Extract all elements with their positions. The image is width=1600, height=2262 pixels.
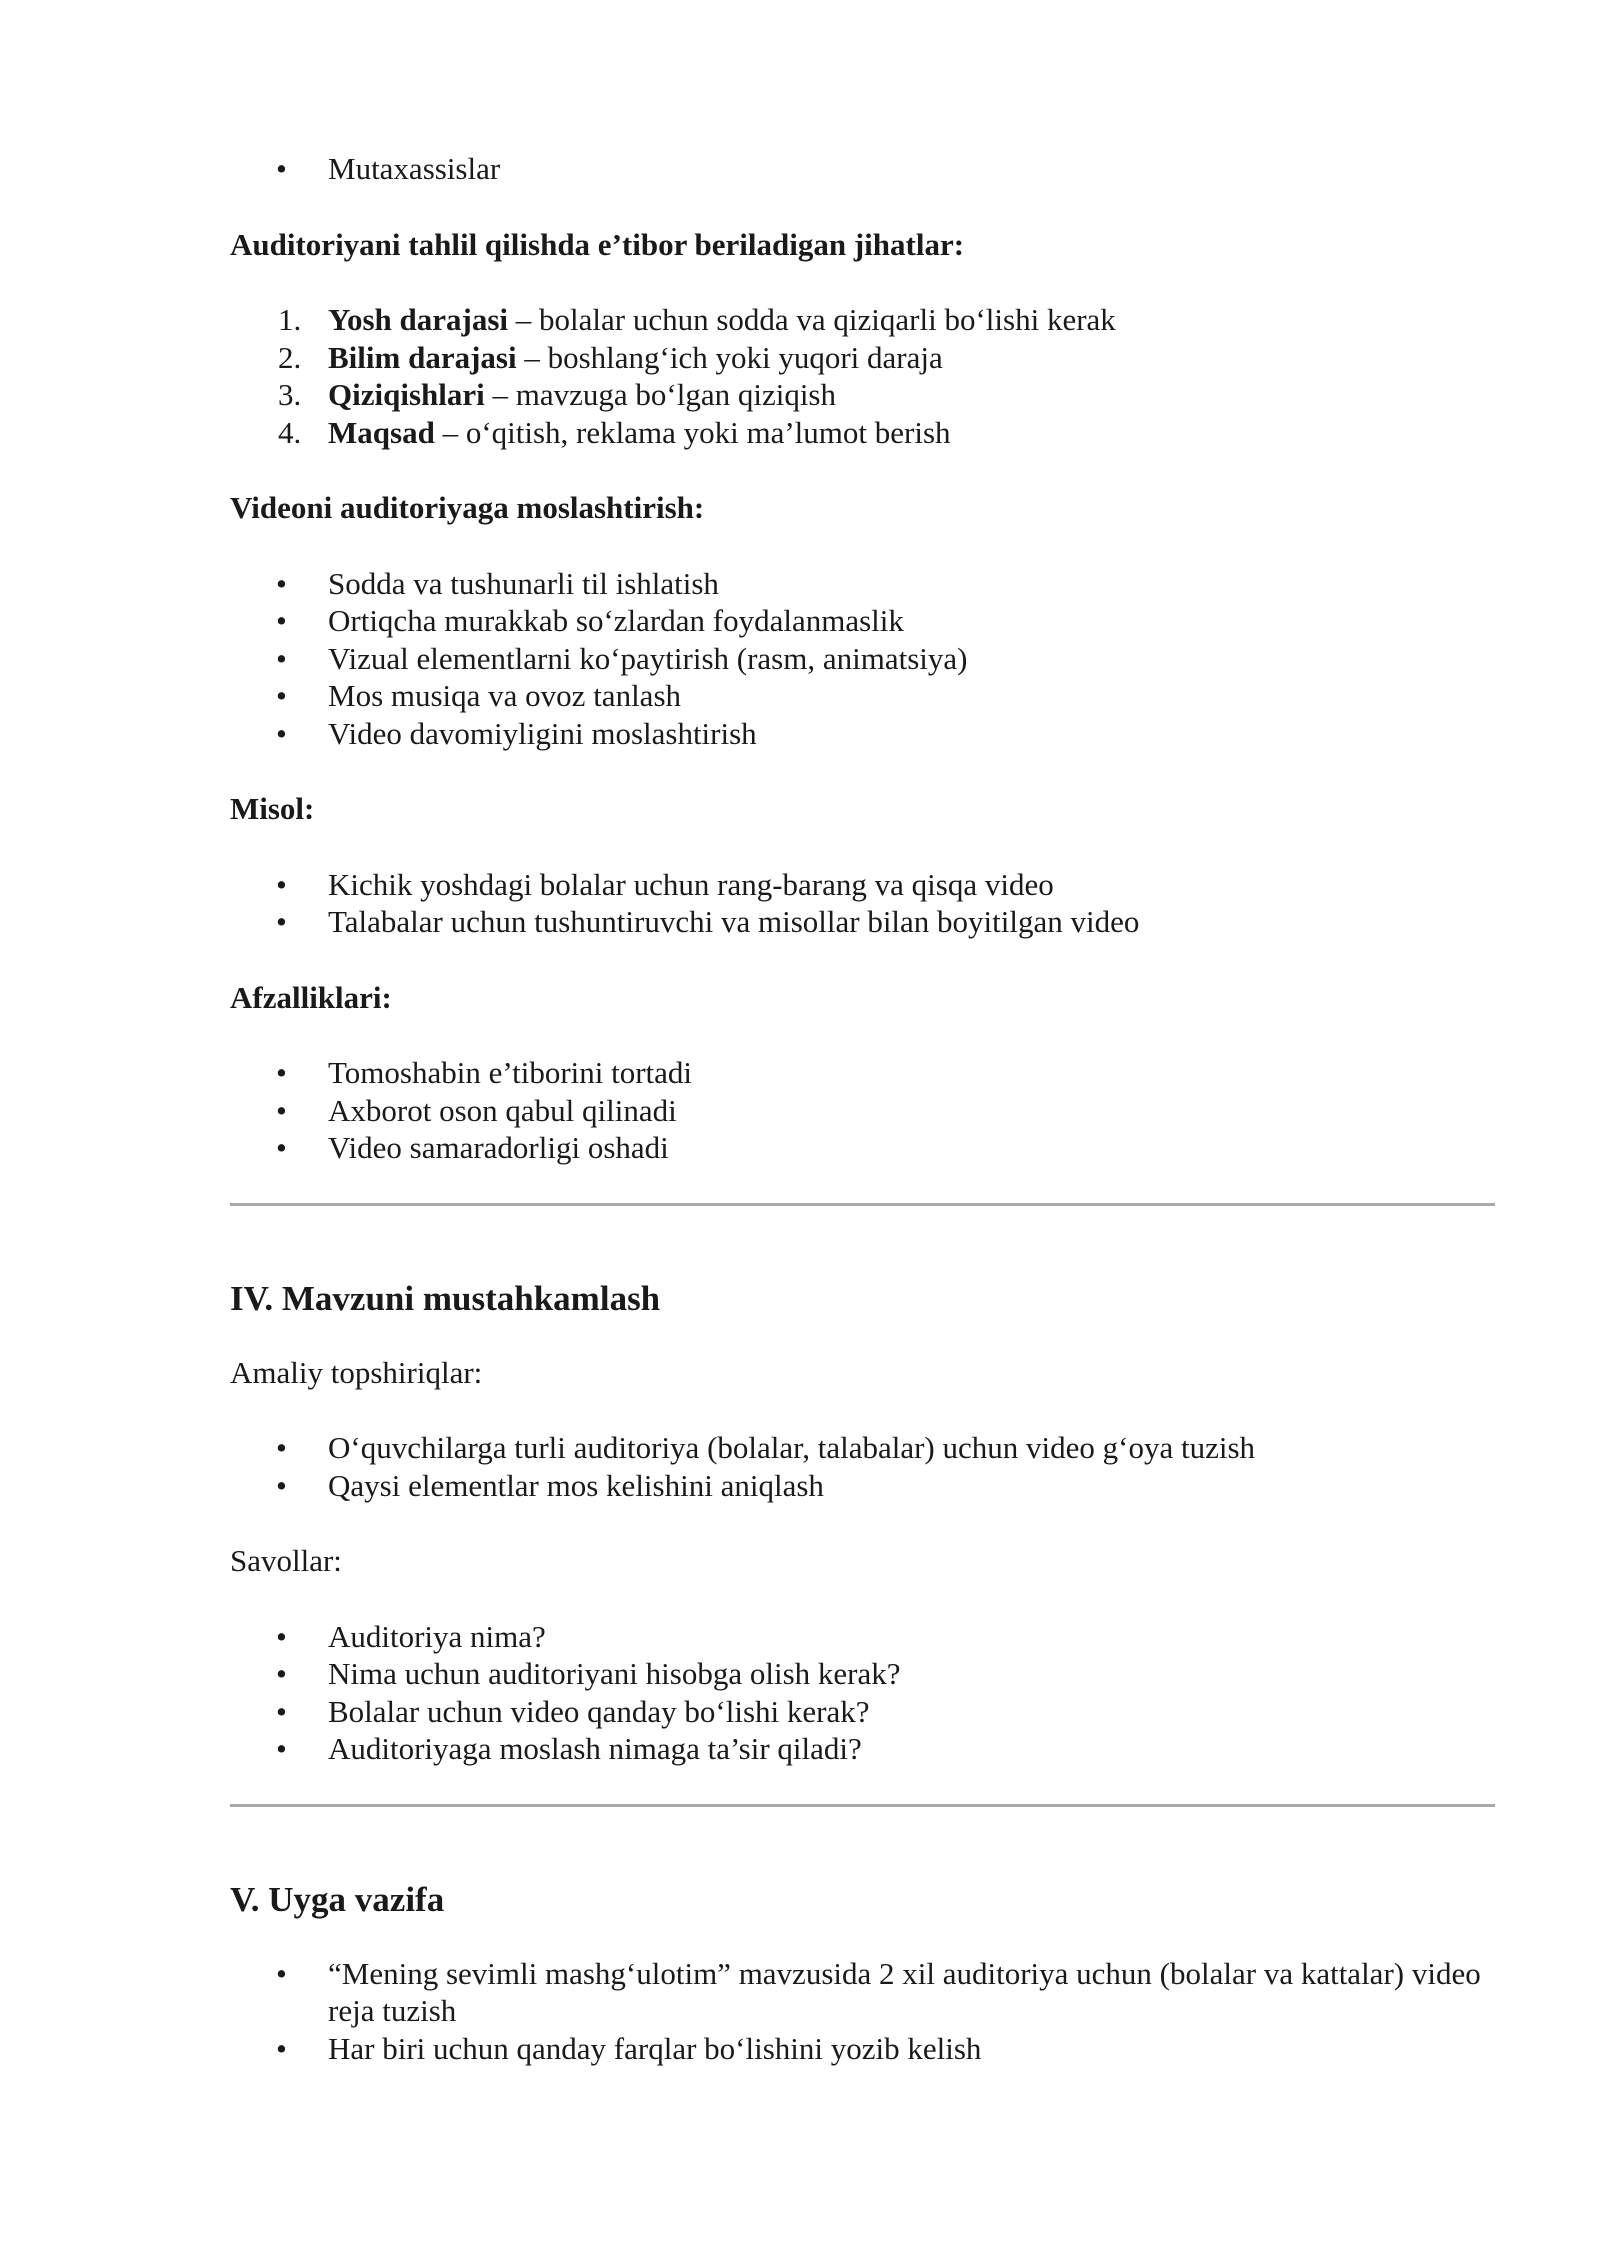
section-title-homework: V. Uyga vazifa xyxy=(230,1879,445,1919)
list-item: • Qaysi elementlar mos kelishini aniqlash xyxy=(230,1467,1495,1505)
list-item: • Sodda va tushunarli til ishlatish xyxy=(230,565,1495,603)
list-item: • Mos musiqa va ovoz tanlash xyxy=(230,677,1495,715)
bullet-list-homework xyxy=(230,1955,1495,2068)
bullet-list-adapting xyxy=(230,565,1495,753)
bullet-list-examples xyxy=(230,866,1495,941)
section-heading-adapting-video: Videoni auditoriyaga moslashtirish: xyxy=(230,490,705,525)
section-heading-example: Misol: xyxy=(230,791,315,826)
list-item: 1. Yosh darajasi – bolalar uchun sodda va qiziqarli bo‘lishi kerak xyxy=(278,302,1116,337)
bullet-list-questions xyxy=(230,1618,1495,1768)
list-item: • Mutaxassislar xyxy=(230,150,1495,188)
list-item: • “Mening sevimli mashg‘ulotim” mavzusida 2 xil auditoriya uchun (bolalar va kattalar) video reja tuzish xyxy=(230,1955,1495,2030)
list-item: • Kichik yoshdagi bolalar uchun rang-barang va qisqa video xyxy=(230,866,1495,904)
label-questions: Savollar: xyxy=(230,1543,342,1578)
list-item: • Video samaradorligi oshadi xyxy=(230,1129,1495,1167)
list-item: 2. Bilim darajasi – boshlang‘ich yoki yuqori daraja xyxy=(278,339,943,375)
numbered-list-aspects xyxy=(230,301,1495,451)
section-title-reinforcement: IV. Mavzuni mustahkamlash xyxy=(230,1278,661,1318)
list-item: • Talabalar uchun tushuntiruvchi va misollar bilan boyitilgan video xyxy=(230,903,1495,941)
list-item: • Video davomiyligini moslashtirish xyxy=(230,715,1495,753)
list-item: 4. Maqsad – o‘qitish, reklama yoki ma’lumot berish xyxy=(278,414,951,450)
document-page xyxy=(230,150,1495,2067)
list-item: • Tomoshabin e’tiborini tortadi xyxy=(230,1054,1495,1092)
section-heading-advantages: Afzalliklari: xyxy=(230,979,392,1015)
list-item: • Axborot oson qabul qilinadi xyxy=(230,1092,1495,1130)
list-item: • Ortiqcha murakkab so‘zlardan foydalanmaslik xyxy=(230,602,1495,640)
bullet-list-specialists xyxy=(230,150,1495,188)
list-item: • Har biri uchun qanday farqlar bo‘lishini yozib kelish xyxy=(230,2030,1495,2068)
label-practical-tasks: Amaliy topshiriqlar: xyxy=(230,1354,483,1390)
bullet-list-advantages xyxy=(230,1054,1495,1167)
section-heading-audience-analysis: Auditoriyani tahlil qilishda e’tibor beriladigan jihatlar: xyxy=(230,226,965,262)
list-item: • O‘quvchilarga turli auditoriya (bolalar, talabalar) uchun video g‘oya tuzish xyxy=(230,1429,1495,1467)
list-item: • Auditoriya nima? xyxy=(230,1618,1495,1656)
list-item: • Vizual elementlarni ko‘paytirish (rasm, animatsiya) xyxy=(230,640,1495,678)
list-item: • Bolalar uchun video qanday bo‘lishi kerak? xyxy=(230,1693,1495,1731)
list-item: 3. Qiziqishlari – mavzuga bo‘lgan qiziqish xyxy=(278,377,836,412)
bullet-list-practical-tasks xyxy=(230,1429,1495,1504)
list-item: • Nima uchun auditoriyani hisobga olish kerak? xyxy=(230,1655,1495,1693)
list-item: • Auditoriyaga moslash nimaga ta’sir qiladi? xyxy=(230,1730,1495,1768)
